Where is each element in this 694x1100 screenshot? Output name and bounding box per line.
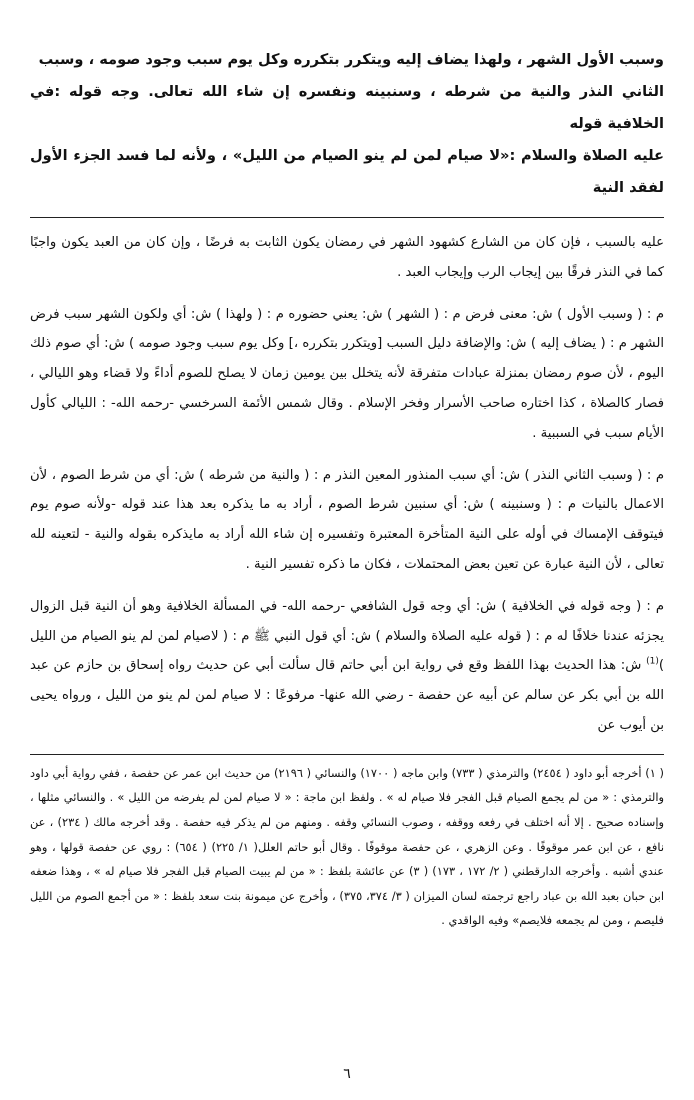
commentary-paragraph: م : ( وسبب الثاني النذر ) ش: أي سبب المنذور المعين النذر م : ( والنية من شرطه ) ش: أي من شرط الصوم ، لأن الاعمال بالنيات م : ( وسنبينه ) ش: أي سنبين شرط الصوم ، أراد به ما يذكره بعد هذا عند قوله -ولأنه صوم يوم فيتوقف الإمساك في أوله على النية المتأخرة المعتبرة وتفسيره إن شاء الله أراد به مايذكره بقوله والنية - لتعينه لله تعالى ، لأن النية عبارة عن تعين بعض المحتملات ، فكان ما ذكره تفسير النية . bbox=[30, 467, 664, 572]
main-text-divider bbox=[30, 217, 664, 218]
page-number: ٦ bbox=[343, 1066, 351, 1082]
footnote: ( ١) أخرجه أبو داود ( ٢٤٥٤) والترمذي ( ٧٣٣) وابن ماجه ( ١٧٠٠) والنسائي ( ٢١٩٦) من حديث ابن عمر عن حفصة ، ففي رواية أبي داود والترمذي : « من لم يجمع الصيام قبل الفجر فلا صيام له » . ولفظ ابن ماجة : « لا صيام لمن لم يفرضه من الليل » . والنسائي مثلها ، وإسناده صحيح . إلا أنه اختلف في رفعه ووقفه ، وصوب النسائي وقفه . ومنهم من لم يذكر فيه حفصة . وقد أخرجه مالك ( ٢٣٤) ، عن نافع ، عن ابن عمر موقوفًا . وعن الزهري ، عن حفصة موقوفًا . وقال أبو حاتم العلل( ١/ ٢٢٥) ( ٦٥٤) : روي عن حفصة قولها ، وهو عندي أشبه . وأخرجه الدارقطني ( ٢/ ١٧٢ ، ١٧٣) ( ٣) عن عائشة بلفظ : « من لم يبيت الصيام قبل الفجر فلا صيام له » ، وهذا ضعفه ابن حبان بعبد الله بن عباد راجع ترجمته لسان الميزان ( ٣/ ٣٧٤، ٣٧٥) ، وأخرج عن ميمونة بنت سعد بلفظ : « من أجمع الصوم من الليل فليصم ، ومن لم يجمعه فلايصم» وفيه الواقدي . bbox=[30, 765, 664, 928]
commentary-text: ش: هذا الحديث بهذا اللفظ وقع في رواية ابن أبي حاتم قال سألت أبي عن حديث رواه إسحاق بن حازم عن عبد الله بن أبي بكر عن سالم عن أبيه عن حفصة - رضي الله عنها- مرفوعًا : لا صيام لمن لم ينو من الليل ، ورواه يحيى بن أيوب عن bbox=[30, 658, 664, 733]
main-text-line: الثاني النذر والنية من شرطه ، وسنبينه ونفسره إن شاء الله تعالى. وجه قوله :في الخلافية قوله bbox=[30, 83, 664, 132]
footnote-divider bbox=[30, 754, 664, 755]
commentary-paragraph: م : ( وسبب الأول ) ش: معنى فرض م : ( الشهر ) ش: يعني حضوره م : ( ولهذا ) ش: أي ولكون الشهر سبب فرض الشهر م : ( يضاف إليه ) ش: والإضافة دليل السبب [ويتكرر بتكرره ،] وكل يوم سبب وجود صومه ) ش: أي صوم ذلك اليوم ، لأن صوم رمضان بمنزلة عبادات متفرقة لأنه يتخلل بين يومين زمان لا يصلح للصوم أداءً ولا قضاء وهو الليالي ، فصار كالصلاة ، كذا اختاره صاحب الأسرار وفخر الإسلام . وقال شمس الأئمة السرخسي -رحمه الله- : الليالي كأول الأيام سبب في السببية . bbox=[30, 306, 664, 441]
main-text-line: عليه الصلاة والسلام :«لا صيام لمن لم ينو الصيام من الليل» ، ولأنه لما فسد الجزء الأول لفقد النية bbox=[30, 147, 664, 196]
main-text bbox=[30, 44, 664, 204]
main-text-line: وسبب الأول الشهر ، ولهذا يضاف إليه ويتكرر بتكرره وكل يوم سبب وجود صومه ، وسبب bbox=[38, 51, 664, 68]
commentary-paragraph: عليه بالسبب ، فإن كان من الشارع كشهود الشهر في رمضان يكون الثابت به فرضًا ، وإن كان من العبد يكون واجبًا كما في النذر فرقًا بين إيجاب الرب وإيجاب العبد . bbox=[30, 235, 664, 280]
footnote-reference[interactable]: (1) bbox=[646, 656, 659, 667]
commentary-paragraph bbox=[30, 592, 664, 741]
footnotes bbox=[30, 761, 664, 933]
commentary bbox=[30, 228, 664, 741]
commentary-text: م : ( وجه قوله في الخلافية ) ش: أي وجه قول الشافعي -رحمه الله- في المسألة الخلافية وهو أن النية قبل الزوال يجزئه عندنا خلافًا له م : ( قوله عليه الصلاة والسلام ) ش: أي قول النبي ﷺ م : ( لاصيام لمن لم ينو الصيام من الليل ) bbox=[30, 598, 664, 674]
